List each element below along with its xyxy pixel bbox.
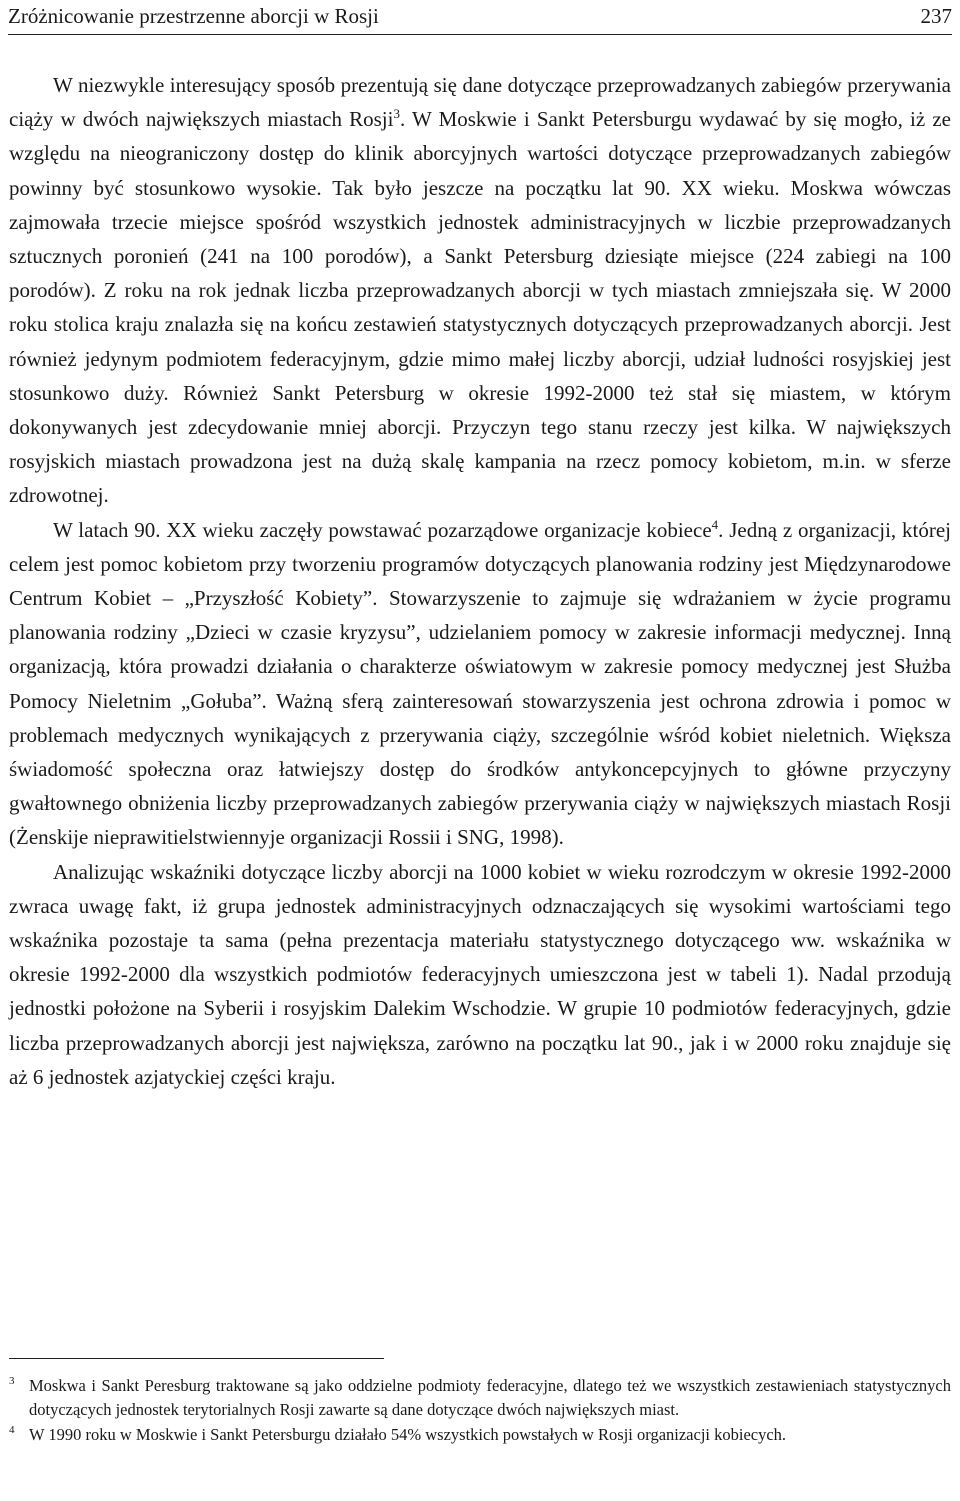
footnote-number: 4 [9,1424,15,1436]
footnote-3 [9,1374,951,1421]
paragraph-1 [9,68,951,513]
footnote-ref-3: 3 [393,106,400,122]
paragraph-1-text-b: . W Moskwie i Sankt Petersburgu wydawać by się mogło, iż ze względu na nieograniczony dostęp do klinik aborcyjnych wartości dotyczące przeprowadzanych zabiegów powinny być stosunkowo wysokie. Tak było jeszcze na początku lat 90. XX wieku. Moskwa wówczas zajmowała trzecie miejsce spośród wszystkich jednostek administracyjnych w liczbie przeprowadzanych sztucznych poronień (241 na 100 porodów), a Sankt Petersburg dziesiąte miejsce (224 zabiegi na 100 porodów). Z roku na rok jednak liczba przeprowadzanych aborcji w tych miastach zmniejszała się. W 2000 roku stolica kraju znalazła się na końcu zestawień statystycznych dotyczących przeprowadzanych aborcji. Jest również jedynym podmiotem federacyjnym, gdzie mimo małej liczby aborcji, udział ludności rosyjskiej jest stosunkowo duży. Również Sankt Petersburg w okresie 1992-2000 też stał się miastem, w którym dokonywanych jest zdecydowanie mniej aborcji. Przyczyn tego stanu rzeczy jest kilka. W największych rosyjskich miastach prowadzona jest na dużą skalę kampania na rzecz pomocy kobietom, m.in. w sferze zdrowotnej. [9,107,951,508]
paragraph-2 [9,513,951,855]
footnote-ref-4: 4 [711,516,719,532]
running-title: Zróżnicowanie przestrzenne aborcji w Rosji [8,4,379,28]
page-number: 237 [920,4,952,28]
footnote-text: Moskwa i Sankt Peresburg traktowane są jako oddzielne podmioty federacyjne, dlatego też we wszystkich zestawieniach statystycznych dotyczących jednostek terytorialnych Rosji zawarte są dane dotyczące dwóch największych miast. [29,1376,951,1419]
footnote-divider [9,1358,384,1359]
body-text [9,68,951,1094]
footnote-number: 3 [9,1375,15,1387]
footnotes [9,1374,951,1449]
paragraph-1-text-a: W niezwykle interesujący sposób prezentują się dane dotyczące przeprowadzanych zabiegów przerywania ciąży w dwóch największych miastach Rosji [9,73,951,132]
paragraph-2-text-a: W latach 90. XX wieku zaczęły powstawać pozarządowe organizacje kobiece [53,517,712,542]
paragraph-2-text-b: . Jedną z organizacji, której celem jest pomoc kobietom przy tworzeniu programów dotyczących planowania rodziny jest Międzynarodowe Centrum Kobiet – „Przyszłość Kobiety”. Stowarzyszenie to zajmuje się wdrażaniem w życie programu planowania rodziny „Dzieci w czasie kryzysu”, udzielaniem pomocy w zakresie informacji medycznej. Inną organizacją, która prowadzi działania o charakterze oświatowym w zakresie pomocy medycznej jest Służba Pomocy Nieletnim „Gołuba”. Ważną sferą zainteresowań stowarzyszenia jest ochrona zdrowia i pomoc w problemach medycznych wynikających z przerywania ciąży, szczególnie wśród kobiet nieletnich. Większa świadomość społeczna oraz łatwiejszy dostęp do środków antykoncepcyjnych to główne przyczyny gwałtownego obniżenia liczby przeprowadzanych zabiegów przerywania ciąży w największych miastach Rosji (Żenskije nieprawitielstwiennyje organizacji Rossii i SNG, 1998). [9,517,951,850]
footnote-4 [9,1423,951,1447]
paragraph-3: Analizując wskaźniki dotyczące liczby aborcji na 1000 kobiet w wieku rozrodczym w okresie 1992-2000 zwraca uwagę fakt, iż grupa jednostek administracyjnych odznaczających się wysokimi wartościami tego wskaźnika pozostaje ta sama (pełna prezentacja materiału statystycznego dotyczącego ww. wskaźnika w okresie 1992-2000 dla wszystkich podmiotów federacyjnych umieszczona jest w tabeli 1). Nadal przodują jednostki położone na Syberii i rosyjskim Dalekim Wschodzie. W grupie 10 podmiotów federacyjnych, gdzie liczba przeprowadzanych aborcji jest największa, zarówno na początku lat 90., jak i w 2000 roku znajduje się aż 6 jednostek azjatyckiej części kraju. [9,859,951,1089]
page-header [8,0,952,35]
footnote-text: W 1990 roku w Moskwie i Sankt Petersburgu działało 54% wszystkich powstałych w Rosji organizacji kobiecych. [29,1425,787,1444]
